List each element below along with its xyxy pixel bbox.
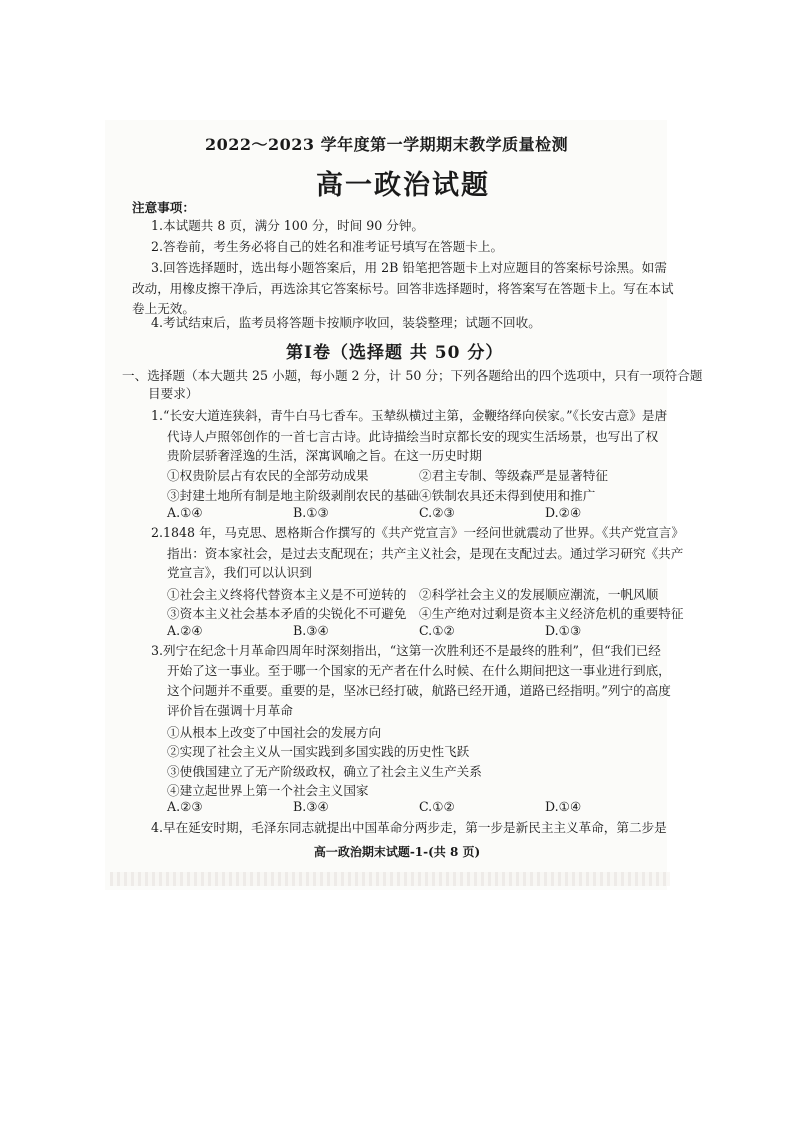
section-intro: 一、选择题（本大题共 25 小题，每小题 2 分，计 50 分；下列各题给出的四个选项中，只有一项符合题 (122, 368, 703, 383)
exam-year-line: 2022～2023 学年度第一学期期末教学质量检测 (205, 135, 569, 154)
question-1-choice-c: C.②③ (419, 505, 455, 520)
question-2-item: ③资本主义社会基本矛盾的尖锐化不可避免 (167, 606, 407, 621)
section-intro: 目要求） (148, 386, 199, 401)
notice-item: 3.回答选择题时，选出每小题答案后，用 2B 铅笔把答题卡上对应题目的答案标号涂黑。如需 (151, 260, 667, 275)
question-2-item: ①社会主义终将代替资本主义是不可逆转的 (167, 587, 407, 602)
question-2-line: 党宣言》，我们可以认识到 (167, 565, 312, 580)
question-2-item: ②科学社会主义的发展顺应潮流，一帆风顺 (419, 587, 659, 602)
question-2-line: 2.1848 年，马克思、恩格斯合作撰写的《共产党宣言》一经问世就震动了世界。《共产党宣言》 (151, 525, 684, 540)
exam-title: 高一政治试题 (316, 170, 490, 201)
page-footer: 高一政治期末试题-1-(共 8 页) (313, 845, 481, 859)
question-2-line: 指出：资本家社会，是过去支配现在；共产主义社会，是现在支配过去。通过学习研究《共产 (167, 546, 684, 561)
question-1-line: 代诗人卢照邻创作的一首七言古诗。此诗描绘当时京都长安的现实生活场景，也写出了权 (167, 429, 659, 444)
question-3-choice-c: C.①② (419, 799, 455, 814)
scan-noise (110, 872, 670, 886)
question-3-item: ③使俄国建立了无产阶级政权，确立了社会主义生产关系 (167, 764, 482, 779)
question-3-item: ①从根本上改变了中国社会的发展方向 (167, 725, 382, 740)
question-2-choice-c: C.①② (419, 623, 455, 638)
question-3-item: ④建立起世界上第一个社会主义国家 (167, 783, 369, 798)
question-1-item: ④铁制农具还未得到使用和推广 (419, 488, 596, 503)
question-2-choice-d: D.①③ (545, 623, 582, 638)
notice-item: 2.答卷前，考生务必将自己的姓名和准考证号填写在答题卡上。 (151, 239, 504, 254)
notice-item: 改动，用橡皮擦干净后，再选涂其它答案标号。回答非选择题时，将答案写在答题卡上。写在本试 (132, 281, 674, 296)
question-3-line: 这个问题并不重要。重要的是，坚冰已经打破，航路已经开通，道路已经指明。”列宁的高度 (167, 683, 671, 698)
question-2-item: ④生产绝对过剩是资本主义经济危机的重要特征 (419, 606, 684, 621)
question-2-choice-a: A.②④ (167, 623, 203, 638)
question-1-choice-a: A.①④ (167, 505, 203, 520)
question-1-line: 1.“长安大道连狭斜，青牛白马七香车。玉辇纵横过主第，金鞭络绎向侯家。”《长安古意》是唐 (151, 408, 668, 423)
question-4-line: 4.早在延安时期，毛泽东同志就提出中国革命分两步走，第一步是新民主主义革命，第二步是 (151, 820, 667, 835)
question-1-choice-d: D.②④ (545, 505, 582, 520)
notice-item: 1.本试题共 8 页，满分 100 分，时间 90 分钟。 (151, 218, 425, 233)
notice-item: 卷上无效。 (132, 301, 195, 316)
question-3-line: 评价旨在强调十月革命 (167, 703, 293, 718)
question-1-item: ③封建土地所有制是地主阶级剥削农民的基础 (167, 488, 419, 503)
question-1-line: 贵阶层骄奢淫逸的生活，深寓讽喻之旨。在这一历史时期 (167, 448, 482, 463)
question-3-line: 开始了这一事业。至于哪一个国家的无产者在什么时候、在什么期间把这一事业进行到底， (167, 663, 671, 678)
question-3-choice-a: A.②③ (167, 799, 203, 814)
question-3-choice-d: D.①④ (545, 799, 582, 814)
notice-heading: 注意事项： (132, 200, 195, 215)
question-1-item: ②君主专制、等级森严是显著特征 (419, 468, 608, 483)
question-3-item: ②实现了社会主义从一国实践到多国实践的历史性飞跃 (167, 744, 470, 759)
question-2-choice-b: B.③④ (293, 623, 329, 638)
question-3-line: 3.列宁在纪念十月革命四周年时深刻指出，“这第一次胜利还不是最终的胜利”，但“我们已经 (151, 643, 661, 658)
question-3-choice-b: B.③④ (293, 799, 329, 814)
notice-item: 4.考试结束后，监考员将答题卡按顺序收回，装袋整理；试题不回收。 (151, 315, 541, 330)
question-1-item: ①权贵阶层占有农民的全部劳动成果 (167, 468, 369, 483)
question-1-choice-b: B.①③ (293, 505, 329, 520)
section-title: 第Ⅰ卷（选择题 共 50 分） (286, 343, 504, 363)
